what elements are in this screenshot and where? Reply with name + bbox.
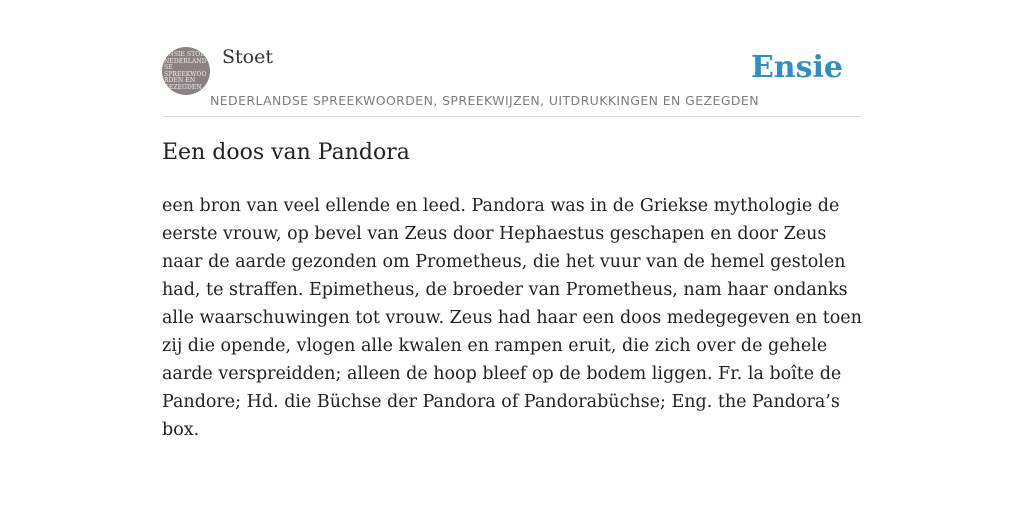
source-title[interactable]: NEDERLANDSE SPREEKWOORDEN, SPREEKWIJZEN, UITDRUKKINGEN EN GEZEGDEN xyxy=(210,93,759,108)
avatar-label: ENSIE STOET NEDERLANDSE SPREEKWOORDEN EN GEZEGDEN xyxy=(164,51,209,91)
header xyxy=(162,46,862,117)
brand-logo[interactable]: Ensie xyxy=(750,50,843,85)
entry-title: Een doos van Pandora xyxy=(162,140,410,165)
entry-definition: een bron van veel ellende en leed. Pandora was in de Griekse mythologie de eerste vrouw, op bevel van Zeus door Hephaestus geschapen en door Zeus naar de aarde gezonden om Prometheus, die het vuur van de hemel gestolen had, te straffen. Epimetheus, de broeder van Prometheus, nam haar ondanks alle waarschuwingen tot vrouw. Zeus had haar een doos medegegeven en toen zij die opende, vlogen alle kwalen en rampen eruit, die zich over de gehele aarde verspreidden; alleen de hoop bleef op de bodem liggen. Fr. la boîte de Pandore; Hd. die Büchse der Pandora of Pandorabüchse; Eng. the Pandora’s box. xyxy=(162,196,862,440)
avatar[interactable] xyxy=(162,47,210,95)
author-name[interactable]: Stoet xyxy=(222,46,273,68)
